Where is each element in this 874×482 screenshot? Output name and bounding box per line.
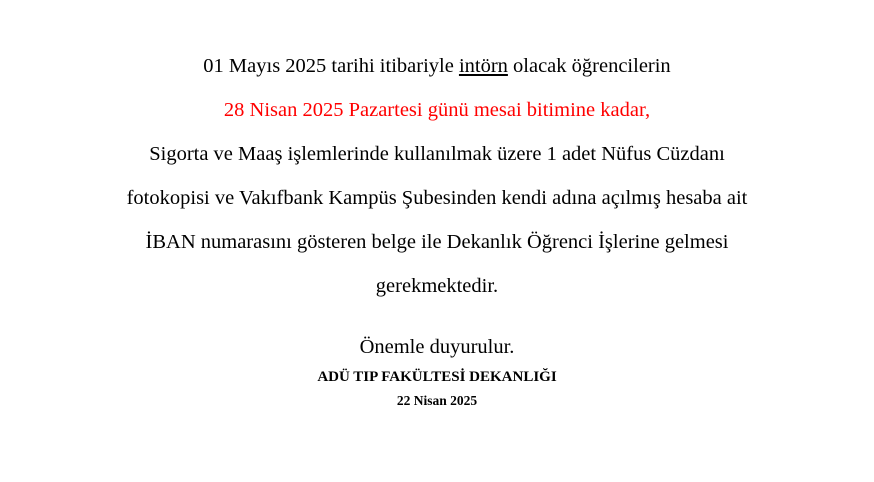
- announcement-line: [30, 88, 844, 132]
- announcement-line: [30, 220, 844, 264]
- line-text: fotokopisi ve Vakıfbank Kampüs Şubesinden kendi adına açılmış hesaba ait: [126, 187, 748, 209]
- announcement-line: [30, 176, 844, 220]
- line-text: İBAN numarasını gösteren belge ile Dekanlık Öğrenci İşlerine gelmesi: [145, 231, 729, 253]
- closing-line: Önemle duyurulur.: [359, 336, 515, 358]
- line-text: 28 Nisan 2025 Pazartesi günü mesai bitimine kadar,: [223, 99, 651, 121]
- signature-date: 22 Nisan 2025: [396, 393, 478, 408]
- line-text: Sigorta ve Maaş işlemlerinde kullanılmak üzere 1 adet Nüfus Cüzdanı: [149, 143, 725, 165]
- announcement-line: [30, 264, 844, 308]
- line-text: gerekmektedir.: [375, 275, 499, 297]
- announcement-body: [30, 44, 844, 308]
- emphasized-term: intörn: [458, 55, 508, 77]
- line-text: 01 Mayıs 2025 tarihi itibariyle: [203, 55, 459, 77]
- line-text: olacak öğrencilerin: [507, 55, 671, 77]
- announcement-line: [30, 132, 844, 176]
- signature-line: ADÜ TIP FAKÜLTESİ DEKANLIĞI: [317, 369, 557, 385]
- announcement-line: [30, 44, 844, 88]
